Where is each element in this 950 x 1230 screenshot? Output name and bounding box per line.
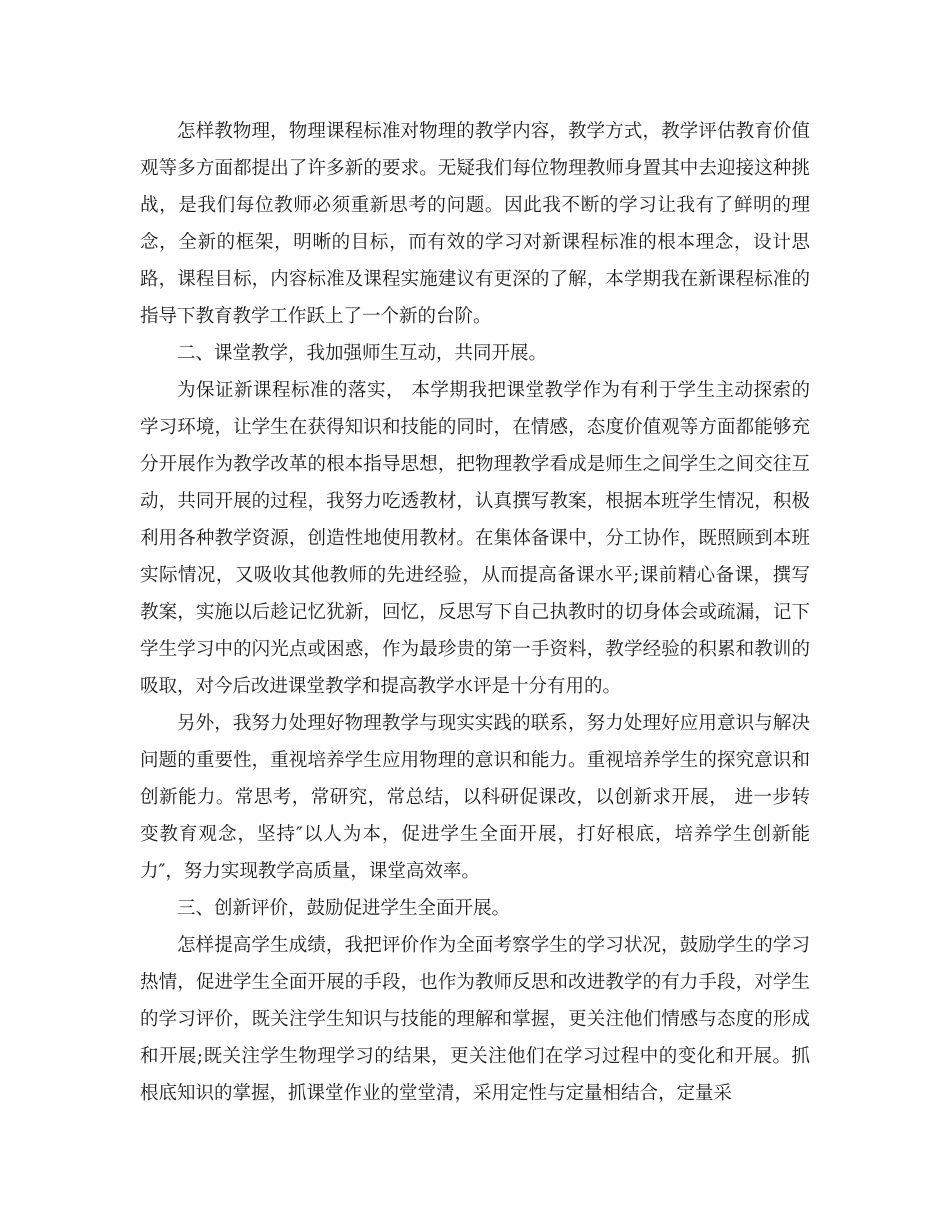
- section-heading-innovative-evaluation: 三、创新评价，鼓励促进学生全面开展。: [177, 898, 511, 919]
- document-body: [140, 113, 810, 1112]
- paragraph-classroom-teaching: 为保证新课程标准的落实， 本学期我把课堂教学作为有利于学生主动探索的学习环境，让学生在获得知识和技能的同时，在情感，态度价值观等方面都能够充分开展作为教学改革的根本指导思想，把物理教学看成是师生之间学生之间交往互动，共同开展的过程，我努力吃透教材，认真撰写教案，根据本班学生情况，积极利用各种教学资源，创造性地使用教材。在集体备课中，分工协作，既照顾到本班实际情况，又吸收其他教师的先进经验，从而提高备课水平;课前精心备课，撰写教案，实施以后趁记忆犹新，回忆，反思写下自己执教时的切身体会或疏漏，记下学生学习中的闪光点或困惑，作为最珍贵的第一手资料，教学经验的积累和教训的吸取，对今后改进课堂教学和提高教学水评是十分有用的。: [140, 380, 810, 697]
- paragraph-intro: 怎样教物理，物理课程标准对物理的教学内容，教学方式，教学评估教育价值观等多方面都提出了许多新的要求。无疑我们每位物理教师身置其中去迎接这种挑战，是我们每位教师必须重新思考的问题。因此我不断的学习让我有了鲜明的理念，全新的框架，明晰的目标，而有效的学习对新课程标准的根本理念，设计思路，课程目标，内容标准及课程实施建议有更深的了解，本学期我在新课程标准的指导下教育教学工作跃上了一个新的台阶。: [140, 121, 810, 327]
- section-heading-classroom-teaching: 二、课堂教学，我加强师生互动，共同开展。: [177, 343, 548, 364]
- paragraph-practice-connection: 另外，我努力处理好物理教学与现实实践的联系，努力处理好应用意识与解决问题的重要性，重视培养学生应用物理的意识和能力。重视培养学生的探究意识和创新能力。常思考，常研究，常总结，以科研促课改，以创新求开展， 进一步转变教育观念，坚持″以人为本，促进学生全面开展，打好根底，培养学生创新能力″，努力实现教学高质量，课堂高效率。: [140, 713, 810, 882]
- paragraph-evaluation: 怎样提高学生成绩，我把评价作为全面考察学生的学习状况，鼓励学生的学习热情，促进学生全面开展的手段，也作为教师反思和改进教学的有力手段，对学生的学习评价，既关注学生知识与技能的理解和掌握，更关注他们情感与态度的形成和开展;既关注学生物理学习的结果，更关注他们在学习过程中的变化和开展。抓根底知识的掌握，抓课堂作业的堂堂清，采用定性与定量相结合，定量采: [140, 935, 810, 1104]
